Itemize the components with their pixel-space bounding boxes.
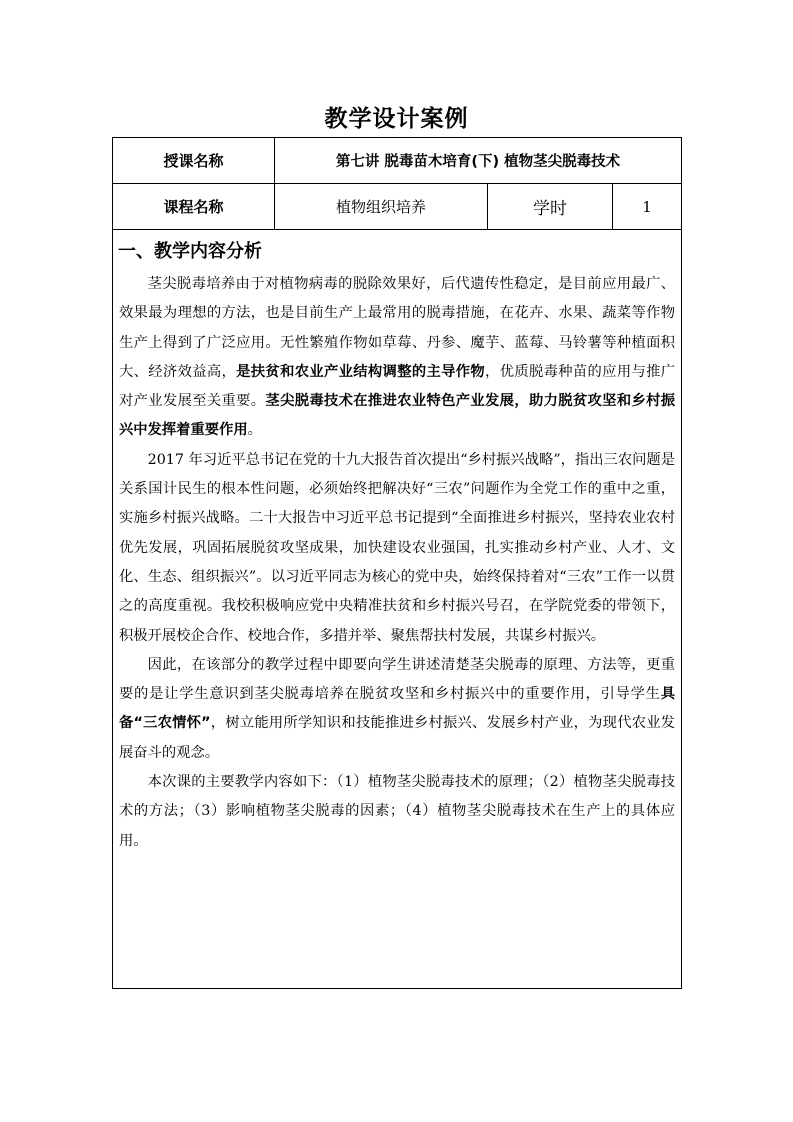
paragraph-1-emphasis-b: 茎尖脱毒技术在推进农业特色产业发展，助力脱贫攻坚和乡村振兴中发挥着重要作用 [119, 393, 676, 439]
section-heading: 一、教学内容分析 [118, 241, 262, 262]
class-hours-value: 1 [613, 184, 682, 230]
lecture-name-value: 第七讲 脱毒苗木培育(下) 植物茎尖脱毒技术 [275, 138, 682, 184]
paragraph-3 [119, 651, 675, 768]
lesson-design-table [112, 137, 682, 989]
lecture-name-label: 授课名称 [113, 138, 275, 184]
paragraph-3-emphasis: 具备“三农情怀” [119, 686, 676, 732]
content-row [113, 230, 682, 989]
paragraph-1-text-b: ，优质脱毒种苗的应用与推广对产业发展至关重要。 [119, 363, 676, 410]
course-name-label: 课程名称 [113, 184, 275, 230]
document-title: 教学设计案例 [324, 106, 469, 132]
paragraph-1-text-c: 。 [247, 422, 262, 439]
paragraph-1-text-a: 茎尖脱毒培养由于对植物病毒的脱除效果好，后代遗传性稳定，是目前应用最广、效果最为理想的方法，也是目前生产上最常用的脱毒措施，在花卉、水果、蔬菜等作物生产上得到了广泛应用。无性繁殖作物如草莓、丹参、魔芋、蓝莓、马铃薯等种植面积大、经济效益高， [119, 276, 676, 380]
class-hours-label: 学时 [488, 184, 613, 230]
paragraph-3-text-a: 因此，在该部分的教学过程中即要向学生讲述清楚茎尖脱毒的原理、方法等，更重要的是让学生意识到茎尖脱毒培养在脱贫攻坚和乡村振兴中的重要作用，引导学生 [119, 656, 676, 703]
content-analysis-cell [113, 230, 682, 989]
paragraph-3-text-b: ，树立能用所学知识和技能推进乡村振兴、发展乡村产业，为现代农业发展奋斗的观念。 [119, 715, 676, 761]
paragraph-1-emphasis-a: 是扶贫和农业产业结构调整的主导作物 [236, 363, 486, 380]
paragraph-2: 2017 年习近平总书记在党的十九大报告首次提出“乡村振兴战略”，指出三农问题是关系国计民生的根本性问题，必须始终把解决好“三农”问题作为全党工作的重中之重，实施乡村振兴战略。二十大报告中习近平总书记提到“全面推进乡村振兴，坚持农业农村优先发展，巩固拓展脱贫攻坚成果，加快建设农业强国，扎实推动乡村产业、人才、文化、生态、组织振兴”。以习近平同志为核心的党中央，始终保持着对“三农”工作一以贯之的高度重视。我校积极响应党中央精准扶贫和乡村振兴号召，在学院党委的带领下，积极开展校企合作、校地合作，多措并举、聚焦帮扶村发展，共谋乡村振兴。 [119, 451, 676, 644]
course-name-row [113, 184, 682, 230]
course-name-value: 植物组织培养 [275, 184, 488, 230]
section-body [113, 264, 681, 856]
paragraph-4: 本次课的主要教学内容如下：（1）植物茎尖脱毒技术的原理；（2）植物茎尖脱毒技术的方法；（3）影响植物茎尖脱毒的因素；（4）植物茎尖脱毒技术在生产上的具体应用。 [119, 774, 676, 849]
lecture-name-row [113, 138, 682, 184]
paragraph-1 [119, 270, 675, 446]
